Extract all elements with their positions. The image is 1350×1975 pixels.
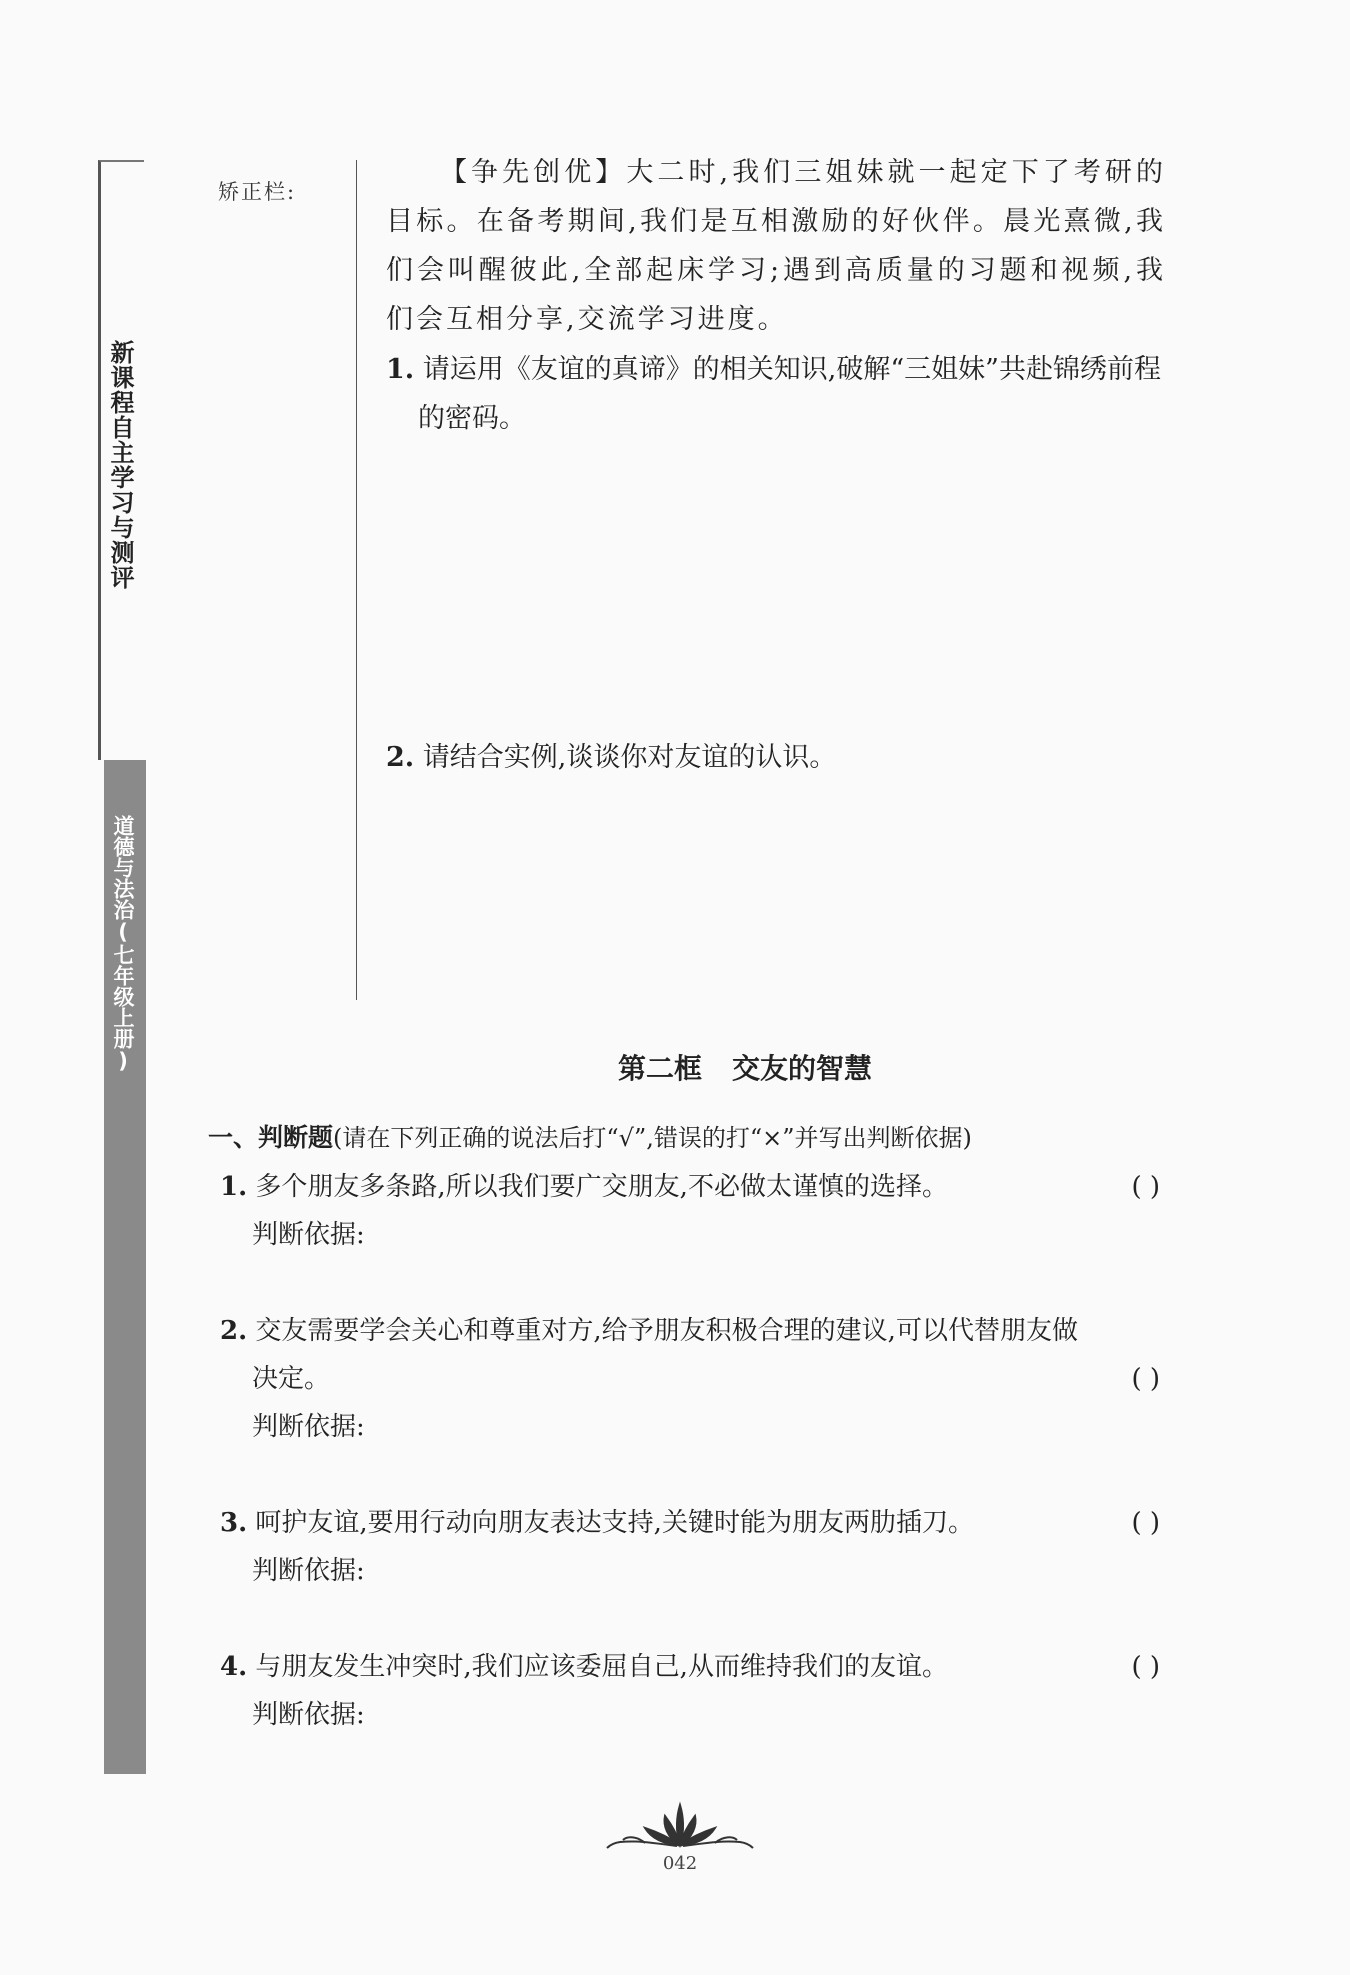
correction-column-divider bbox=[356, 160, 357, 1000]
item-text-continued: 决定。 bbox=[252, 1364, 331, 1394]
question-2 bbox=[386, 733, 1166, 782]
judgment-heading bbox=[208, 1118, 1188, 1154]
item-text: 与朋友发生冲突时,我们应该委屈自己,从而维持我们的友谊。 bbox=[255, 1652, 948, 1682]
item-text: 呵护友谊,要用行动向朋友表达支持,关键时能为朋友两肋插刀。 bbox=[255, 1508, 974, 1538]
answer-blank[interactable]: ( ) bbox=[1131, 1508, 1160, 1538]
judgment-instructions: (请在下列正确的说法后打“√”,错误的打“×”并写出判断依据) bbox=[333, 1124, 972, 1152]
answer-blank[interactable]: ( ) bbox=[1131, 1652, 1160, 1682]
section-title-part1: 第二框 bbox=[617, 1052, 702, 1085]
basis-label: 判断依据: bbox=[252, 1220, 365, 1250]
subject-title: 道德与法治(七年级上册) bbox=[111, 815, 135, 1073]
section-title bbox=[0, 1047, 1350, 1087]
item-text: 交友需要学会关心和尊重对方,给予朋友积极合理的建议,可以代替朋友做 bbox=[255, 1316, 1078, 1346]
question-number: 1. bbox=[386, 354, 415, 385]
basis-label: 判断依据: bbox=[252, 1556, 365, 1586]
judgment-item-4 bbox=[220, 1643, 1166, 1739]
judgment-item-3 bbox=[220, 1499, 1166, 1595]
item-number: 3. bbox=[220, 1508, 248, 1538]
series-title: 新课程自主学习与测评 bbox=[106, 340, 134, 590]
judgment-heading-title: 一、判断题 bbox=[208, 1123, 334, 1152]
floral-ornament-icon bbox=[605, 1800, 755, 1850]
section-title-part2: 交友的智慧 bbox=[732, 1052, 873, 1085]
item-number: 2. bbox=[220, 1316, 248, 1346]
judgment-item-2 bbox=[220, 1307, 1166, 1451]
correction-column-label: 矫正栏: bbox=[218, 180, 297, 204]
question-number: 2. bbox=[386, 742, 415, 773]
judgment-item-1 bbox=[220, 1163, 1166, 1259]
item-number: 4. bbox=[220, 1652, 248, 1682]
basis-label: 判断依据: bbox=[252, 1412, 365, 1442]
scenario-paragraph: 【争先创优】大二时,我们三姐妹就一起定下了考研的目标。在备考期间,我们是互相激励的好伙伴。晨光熹微,我们会叫醒彼此,全部起床学习;遇到高质量的习题和视频,我们会互相分享,交流学习进度。 bbox=[386, 157, 1166, 335]
basis-label: 判断依据: bbox=[252, 1700, 365, 1730]
question-text-continued: 的密码。 bbox=[418, 403, 526, 434]
answer-blank[interactable]: ( ) bbox=[1131, 1172, 1160, 1202]
item-text: 多个朋友多条路,所以我们要广交朋友,不必做太谨慎的选择。 bbox=[255, 1172, 948, 1202]
question-1 bbox=[386, 345, 1166, 443]
item-number: 1. bbox=[220, 1172, 248, 1202]
answer-blank[interactable]: ( ) bbox=[1131, 1364, 1160, 1394]
page-number: 042 bbox=[662, 1853, 698, 1874]
question-text: 请结合实例,谈谈你对友谊的认识。 bbox=[422, 742, 837, 773]
question-text: 请运用《友谊的真谛》的相关知识,破解“三姐妹”共赴锦绣前程 bbox=[422, 354, 1161, 385]
